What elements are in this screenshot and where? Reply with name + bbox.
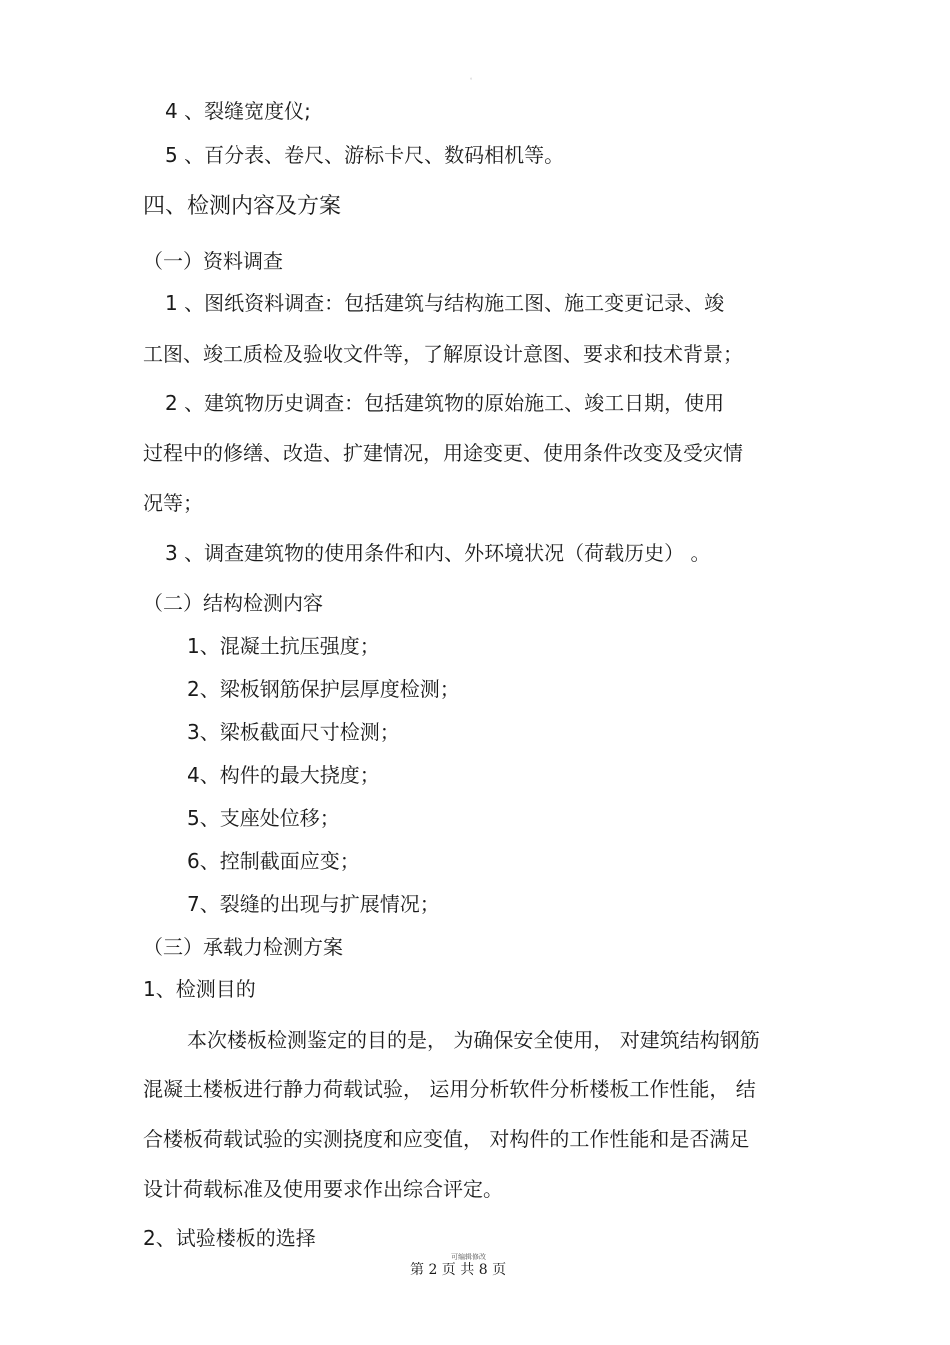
paragraph-line: 合楼板荷载试验的实测挠度和应变值， 对构件的工作性能和是否满足 [143, 1127, 750, 1151]
sub-heading-selection: 2、试验楼板的选择 [143, 1226, 316, 1250]
page-number: 第 2 页 共 8 页 [410, 1262, 507, 1278]
paragraph-line: 1 、图纸资料调查：包括建筑与结构施工图、施工变更记录、竣 [165, 291, 725, 315]
list-item: 6、控制截面应变； [187, 849, 360, 873]
list-item: 1、混凝土抗压强度； [187, 634, 380, 658]
sub-heading-purpose: 1、检测目的 [143, 977, 256, 1001]
paragraph-line: 况等； [143, 491, 203, 515]
paragraph-line: 工图、竣工质检及验收文件等，了解原设计意图、要求和技术背景； [143, 342, 743, 366]
list-item: 5、支座处位移； [187, 806, 340, 830]
list-item: 2、梁板钢筋保护层厚度检测； [187, 677, 460, 701]
subsection-heading-3: （三）承载力检测方案 [143, 935, 343, 959]
paragraph-line: 本次楼板检测鉴定的目的是， 为确保安全使用， 对建筑结构钢筋 [187, 1028, 760, 1052]
list-item: 7、裂缝的出现与扩展情况； [187, 892, 440, 916]
header-mark: 。 [470, 74, 477, 81]
subsection-heading-1: （一）资料调查 [143, 249, 283, 273]
paragraph-line: 2 、建筑物历史调查：包括建筑物的原始施工、竣工日期，使用 [165, 391, 725, 415]
list-item: 4、构件的最大挠度； [187, 763, 380, 787]
subsection-heading-2: （二）结构检测内容 [143, 591, 323, 615]
paragraph-line: 设计荷载标准及使用要求作出综合评定。 [143, 1177, 503, 1201]
list-item-tool-4: 4 、裂缝宽度仪; [165, 99, 311, 123]
paragraph-line: 过程中的修缮、改造、扩建情况，用途变更、使用条件改变及受灾情 [143, 441, 743, 465]
section-heading-4: 四、检测内容及方案 [143, 194, 342, 219]
paragraph-line: 混凝土楼板进行静力荷载试验， 运用分析软件分析楼板工作性能， 结 [143, 1077, 756, 1101]
list-item-tool-5: 5 、百分表、卷尺、游标卡尺、数码相机等。 [165, 143, 565, 167]
footer-editable-note: 可编辑修改 [451, 1253, 486, 1261]
paragraph-line: 3 、调查建筑物的使用条件和内、外环境状况（荷载历史） 。 [165, 541, 711, 565]
list-item: 3、梁板截面尺寸检测； [187, 720, 400, 744]
